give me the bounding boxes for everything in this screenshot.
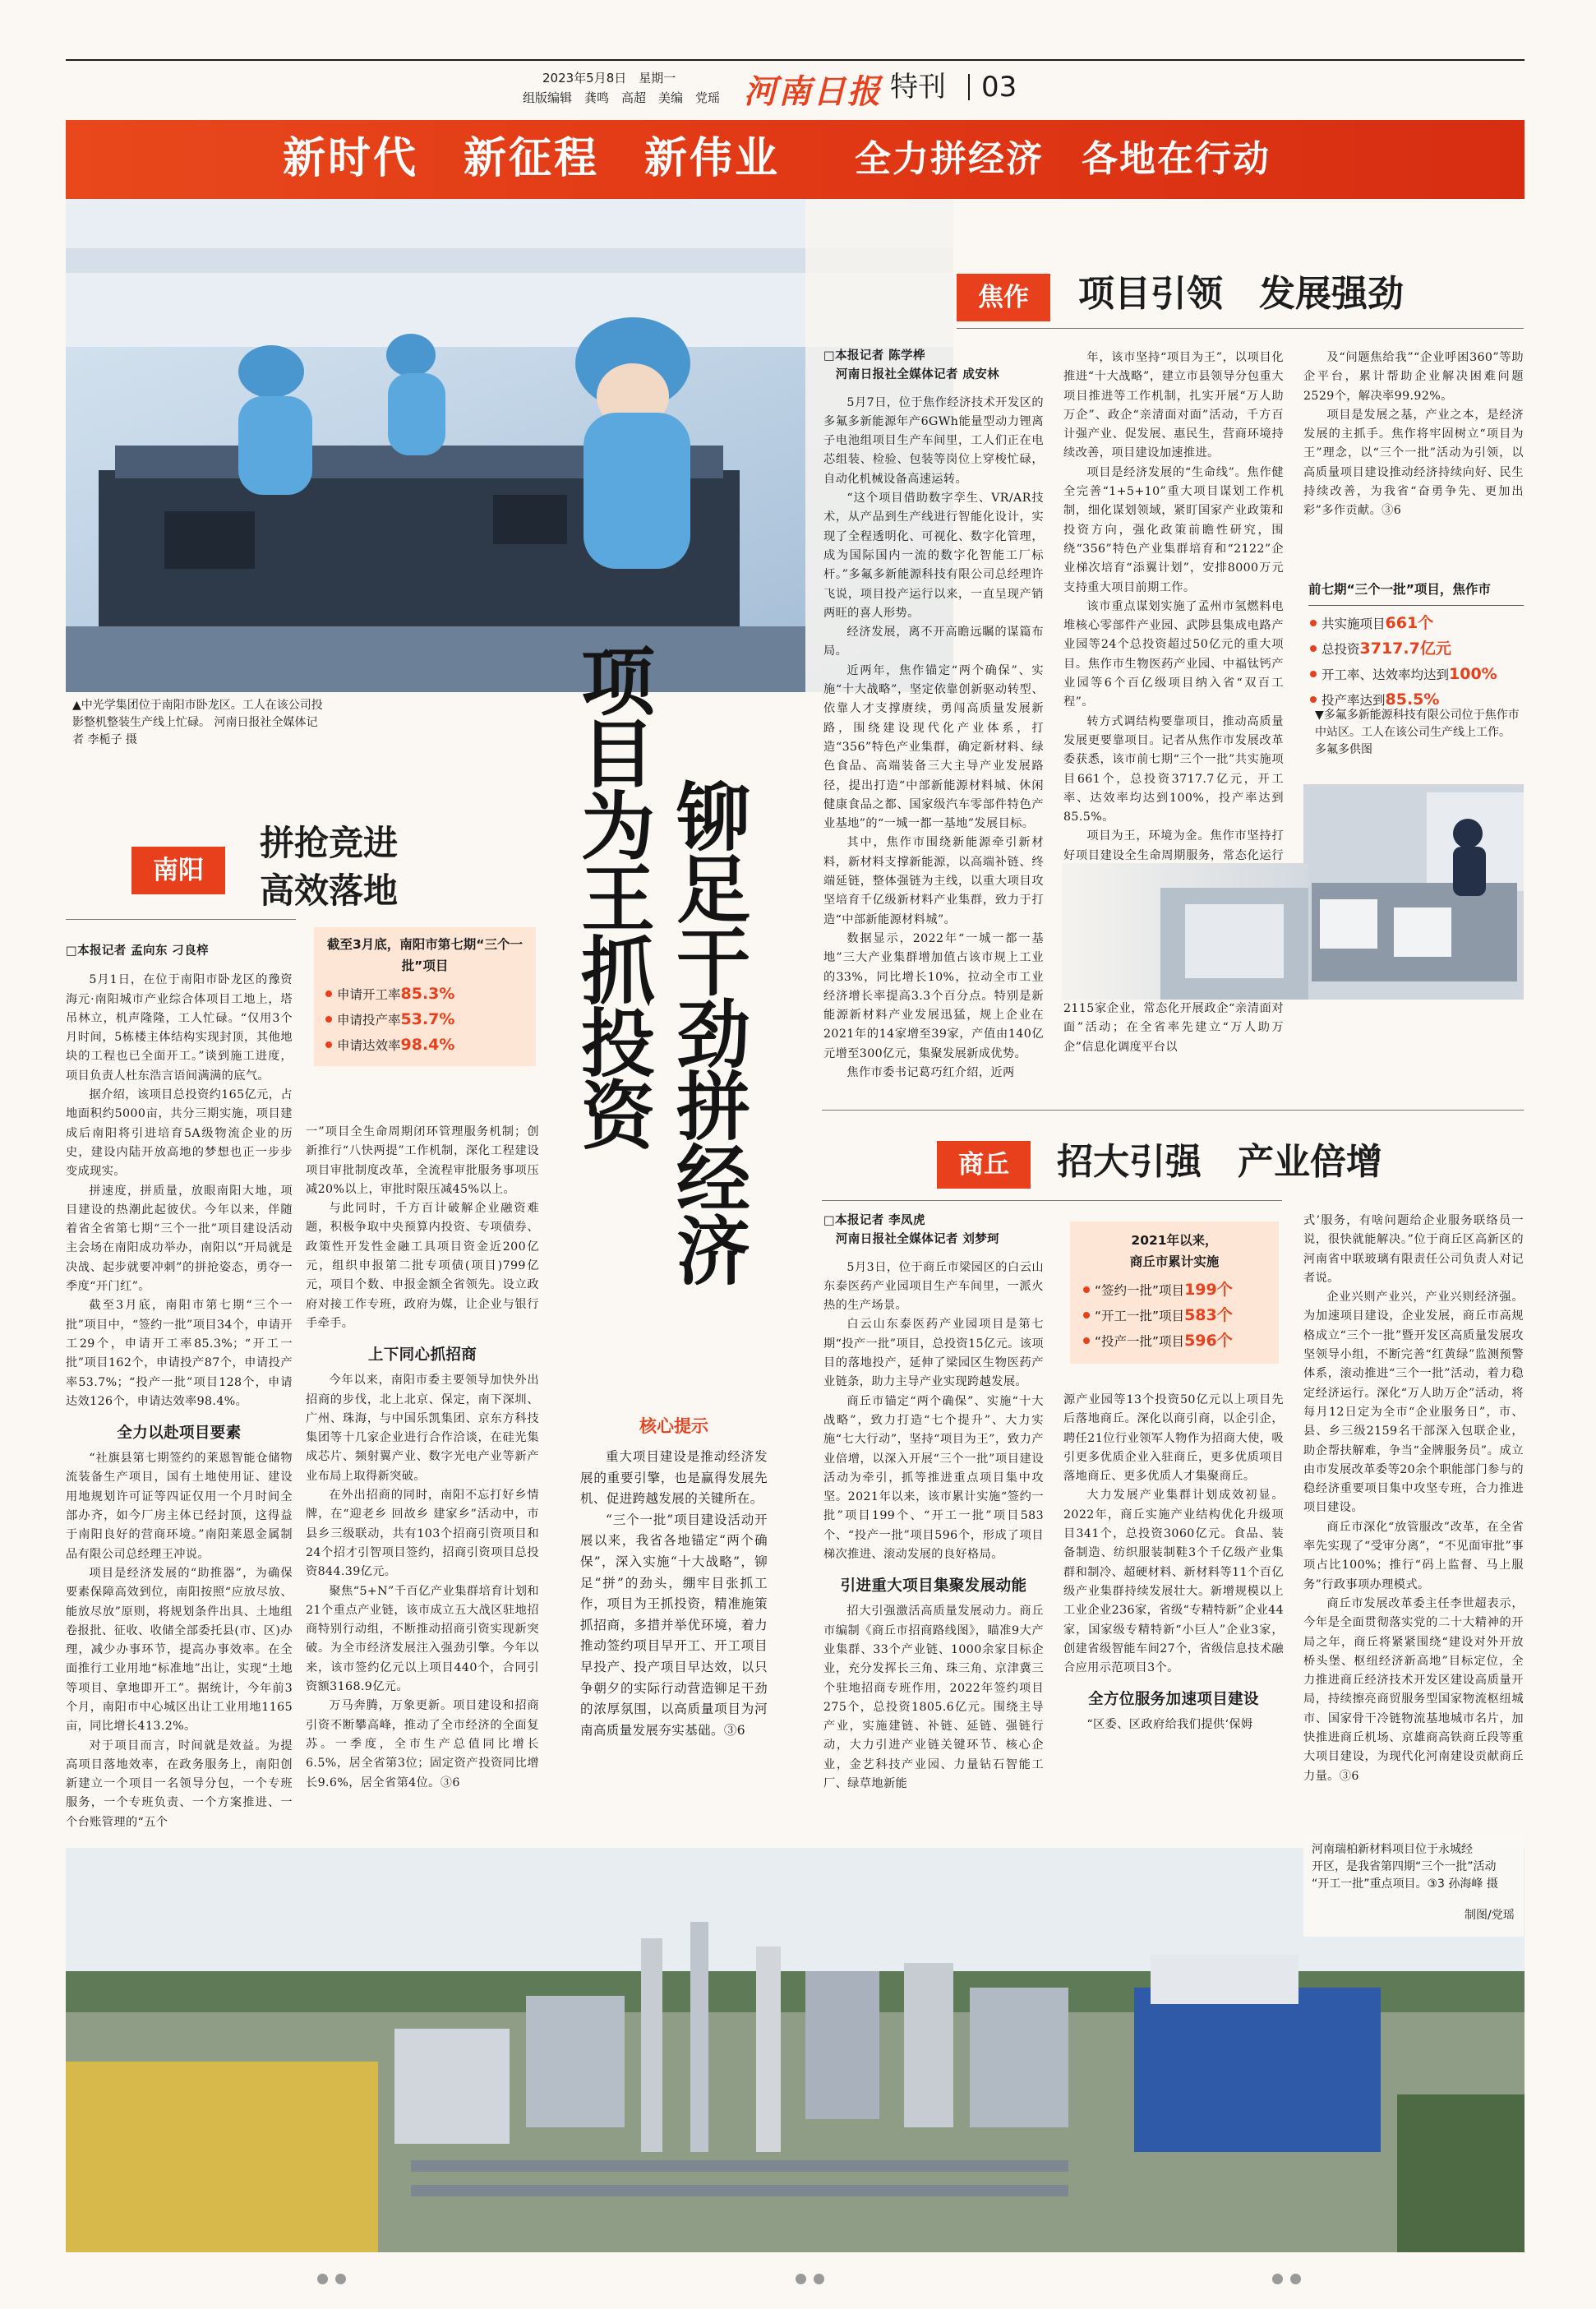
paragraph: 项目为王，环境为金。焦作市坚持打好项目建设全生命周期服务，常态化运行 [1063,829,1284,862]
vertical-headline-col1: 项目为王抓投资 [568,643,654,1149]
paragraph: 2115家企业，常态化开展政企“亲清面对面”活动；在全省率先建立“万人助万企”信息化调度平台以 [1063,1002,1284,1054]
paragraph: 大力发展产业集群计划成效初显。2022年，商丘实施产业结构优化升级项目341个，总投资3060亿元。食品、装备制造、纺织服装制鞋3个千亿级产业集群和制冷、超硬材料、新材料等11个百亿级产业集群持续发展壮大。新增规模以上工业企业236家，省级“专精特新”企业44家，国家级专精特新“小巨人”企业3家，创建省级智能车间27个，省级信息技术融合应用示范项目3个。 [1063,1489,1284,1675]
section-divider [968,74,970,100]
jiaozuo-column-1 [823,347,1044,1083]
nanyang-stats-head: 截至3月底，南阳市第七期“三个一批”项目 [327,937,523,973]
paragraph: 重大项目建设是推动经济发展的重要引擎，也是赢得发展先机、促进跨越发展的关键所在。 [580,1449,768,1507]
paragraph: “三个一批”项目建设活动开展以来，我省各地锚定“两个确保”，深入实施“十大战略”，铆足“拼”的劲头，绷牢目张抓工作，项目为王抓投资，精准施策抓招商，多措并举优环境，着力推动签约项目早开工、开工项目早投产、投产项目早达效，以只争朝夕的实际行动营造铆足干劲的浓厚氛围，以高质量项目为河南高质量发展夯实基础。③6 [580,1512,768,1738]
paragraph: 对于项目而言，时间就是效益。为提高项目落地效率，在政务服务上，南阳创新建立一个项目一名领导分包，一个专班服务，一个专班负责、一个方案推进、一个台账管理的“五个 [66,1739,293,1829]
shangqiu-photo-caption-1: 河南瑞柏新材料项目位于永城经 [1312,1843,1473,1856]
jiaozuo-factory-photo [1303,784,1524,1000]
paragraph: 据介绍，该项目总投资约165亿元，占地面积约5000亩，共分三期实施，项目建成后南阳将引进培育5A级物流企业的历史，建设内陆开放高地的梦想也正一步步变成现实。 [66,1088,293,1179]
shangqiu-column-1 [823,1212,1044,1794]
paragraph: 在外出招商的同时，南阳不忘打好乡情牌，在“迎老乡 回故乡 建家乡”活动中，市县乡三级联动，共有103个招商引资项目和24个招才引智项目签约，招商引资项目总投资844.39亿元。 [306,1489,539,1579]
paragraph: 商丘市深化“放管服改”改革，在全省率先实现了“受审分离”，“不见面审批”事项占比100%；推行“码上监督、马上服务”行政事项办理模式。 [1303,1520,1524,1591]
vertical-headline-col2: 铆足干劲拼经济 [663,778,750,1285]
paragraph: 5月3日，位于商丘市梁园区的白云山东泰医药产业园项目生产车间里，一派火热的生产场景。 [823,1260,1044,1313]
paragraph: 5月7日，位于焦作经济技术开发区的多氟多新能源年产6GWh能量型动力锂离子电池组项目生产车间里，工人们正在电芯组装、检验、包装等岗位上穿梭忙碌，自动化机械设备高速运转。 [823,395,1044,486]
machinery-illustration [1062,863,1308,1000]
shangqiu-column-2 [1063,1391,1284,1735]
paragraph: 及“问题焦给我”“企业呼困360”等助企平台，累计帮助企业解决困难问题2529个，解决率99.92%。 [1303,351,1524,403]
nanyang-title-line1: 拼抢竞进 [260,823,399,863]
jiaozuo-stats-head: 前七期“三个一批”项目，焦作市 [1308,579,1524,606]
core-summary-title: 核心提示 [639,1416,708,1436]
paragraph: “区委、区政府给我们提供‘保姆 [1086,1718,1253,1732]
masthead-date: 2023年5月8日 星期一 [542,71,676,85]
paragraph: 年，该市坚持“项目为王”，以项目化推进“十大战略”，建立市县领导分包重大项目推进等工作机制，扎实开展“万人助万企”、政企“亲清面对面”活动，千方百计强产业、促发展、惠民生，营商环境持续改善，项目建设加速推进。 [1063,351,1284,460]
jiaozuo-photo-caption: ▼多氟多新能源科技有限公司位于焦作市中站区。工人在该公司生产线上工作。 多氟多供图 [1315,709,1520,756]
shangqiu-stat-item: “签约一批”项目199个 [1082,1277,1267,1303]
banner [66,120,1525,199]
paragraph: 一”项目全生命周期闭环管理服务机制；创新推行“八快两提”工作机制，深化工程建设项目审批制度改革，全流程审批服务事项压减20%以上，审批时限压减45%以上。 [306,1125,539,1196]
masthead-rule [66,59,1525,61]
nanyang-title-rule [66,919,296,920]
paragraph: “这个项目借助数字孪生、VR/AR技术，从产品到生产线进行智能化设计，实现了全程透明化、可视化、数字化管理，成为国际国内一流的数字化智能工厂标杆。”多氟多新能源科技有限公司总经理许飞说，项目投产运行以来，一直呈现产销两旺的喜人形势。 [823,492,1044,620]
paragraph: 企业兴则产业兴，产业兴则经济强。为加速项目建设，企业发展，商丘市高规格成立“三个一批”暨开发区高质量发展攻坚领导小组，不断完善“红黄绿”监测预警体系，滚动推进“三个一批”活动，着力稳定经济运行。深化“万人助万企”活动，将每月12日定为全市“企业服务日”，市、县、乡三级2159名干部深入包联企业，助企帮扶解难，争当“金牌服务员”。成立由市发展改革委等20余个职能部门参与的稳经济重要项目集中攻坚专班，合力推进项目建设。 [1303,1291,1524,1515]
nanyang-subhead-1: 全力以赴项目要素 [117,1425,242,1443]
shangqiu-region-badge: 商丘 [937,1141,1031,1189]
shangqiu-title: 招大引强 产业倍增 [1057,1141,1382,1183]
footer-dots-middle [796,2274,824,2284]
jiaozuo-photo-backdrop [1062,863,1308,1000]
nanyang-title-line2: 高效落地 [260,870,399,911]
shangqiu-photo-caption-2: 开区，是我省第四期“三个一批”活动 [1312,1860,1497,1873]
design-credit: 制图/党瑶 [1465,1909,1515,1922]
jiaozuo-title-rule [957,328,1524,329]
paragraph: “社旗县第七期签约的莱恩智能仓储物流装备生产项目，国有土地使用证、建设用地规划许可证等四证仅用一个月时间全部办齐，如今厂房主体已经封顶，这得益于南阳良好的营商环境。”南阳莱恩金属制品有限公司总经理王冲说。 [66,1452,293,1561]
paragraph: 拼速度，拼质量，放眼南阳大地，项目建设的热潮此起彼伏。今年以来，伴随着省全省第七期“三个一批”项目建设活动主会场在南阳成功举办，南阳以“开局就是决战、起步就要冲刺”的拼抢姿态，勇夺一季度“开门红”。 [66,1184,293,1294]
jiaozuo-byline-2: 河南日报社全媒体记者 成安林 [823,368,1000,382]
nanyang-column-2 [306,1123,539,1793]
jiaozuo-stat-item: 开工率、达效率均达到100% [1308,662,1524,687]
jiaozuo-stat-item: 总投资3717.7亿元 [1308,636,1524,662]
shangqiu-stats-head-1: 2021年以来， [1131,1233,1218,1248]
shangqiu-column-3 [1303,1212,1524,1786]
jiaozuo-byline-1: □本报记者 陈学桦 [823,349,925,363]
nanyang-column-1 [66,942,293,1832]
jiaozuo-region-badge: 焦作 [957,274,1050,321]
paragraph: 商丘市锚定“两个确保”、实施“十大战略”，致力打造“七个提升”、大力实施“七大行动”，坚持“项目为王”，致力产业倍增，以深入开展“三个一批”项目建设活动为牵引，抓等推进重点项目集中攻坚。2021年以来，该市累计实施“签约一批”项目199个、“开工一批”项目583个、“投产一批”项目596个，形成了项目梯次推进、滚动发展的良好格局。 [823,1394,1044,1562]
shangqiu-photo-caption-3: “开工一批”重点项目。③3 孙海峰 摄 [1312,1877,1498,1891]
factory-illustration [66,199,953,692]
shangqiu-top-rule [822,1110,1524,1111]
page-number: 03 [981,71,1017,104]
nanyang-subhead-2: 上下同心抓招商 [367,1346,477,1365]
paragraph: 项目是经济发展的“生命线”。焦作健全完善“1+5+10”重大项目谋划工作机制，细化谋划领域，紧盯国家产业政策和投资方向，强化政策前瞻性研究，围绕“356”特色产业集群培育和“2122”企业梯次培育“添翼计划”，安排8000万元支持重大项目前期工作。 [1063,465,1284,594]
paragraph: 今年以来，南阳市委主要领导加快外出招商的步伐，北上北京、保定，南下深圳、广州、珠海，与中国乐凯集团、京东方科技集团等十几家企业进行合作洽谈，在硅光集成芯片、频射翼产业、数字光电产业等新产业布局上取得新突破。 [306,1374,539,1483]
jiaozuo-title: 项目引领 发展强劲 [1078,273,1404,315]
shangqiu-subhead-1: 引进重大项目集聚发展动能 [840,1577,1027,1596]
shangqiu-stats-box [1070,1221,1279,1364]
banner-left-title: 新时代 新征程 新伟业 [283,134,781,183]
paragraph: 招大引强激活高质量发展动力。商丘市编制《商丘市招商路线图》，瞄准9大产业集群、33个产业链、1000余家目标企业，充分发挥长三角、珠三角、京津冀三个驻地招商专班作用，2022年签约项目275个，总投资1805.6亿元。围绕主导产业，实施建链、补链、延链、强链行动，大力引进产业链关键环节、核心企业，金艺科技产业园、力量钻石智能工厂、绿草地新能 [823,1605,1044,1791]
shangqiu-stats-head-2: 商丘市累计实施 [1129,1254,1220,1269]
paragraph: 经济发展，离不开高瞻远瞩的谋篇布局。 [823,626,1044,658]
paragraph: 式’服务，有啥问题给企业服务联络员一说，很快就能解决。”位于商丘区高新区的河南省中联玻璃有限责任公司负责人对记者说。 [1303,1214,1524,1285]
paragraph: 聚焦“5+N”千百亿产业集群培育计划和21个重点产业链，该市成立五大战区驻地招商特别行动组，不断推动招商引资实现新突破。为全市经济发展注入强劲引擎。今年以来，该市签约亿元以上项目440个，合同引资额3168.9亿元。 [306,1584,539,1694]
paragraph: 近两年，焦作锚定“两个确保”、实施“十大战略”，坚定依靠创新驱动转型、依靠人才支撑赓续，勇闯高质量发展新路，围绕建设现代化产业体系，打造“356”特色产业集群，确定新材料、绿色食品、高端装备三大主导产业发展路径，提出打造“中部新能源材料城、休闲健康食品之都、国家级汽车零部件特色产业基地”的“一城一都一基地”发展目标。 [823,663,1044,831]
footer-dots-left [317,2274,346,2284]
paragraph: 截至3月底，南阳市第七期“三个一批”项目中，“签约一批”项目34个，申请开工29个，申请开工率85.3%；“开工一批”项目162个，申请投产87个，申请投产率53.7%；“投产一批”项目128个，申请达效126个，申请达效率98.4%。 [66,1299,293,1408]
shangqiu-byline-2: 河南日报社全媒体记者 刘梦珂 [823,1233,1000,1247]
nanyang-stats-box [314,927,536,1066]
nanyang-stat-item: 申请投产率53.7% [324,1007,526,1032]
newspaper-logo: 河南日报 [744,72,882,111]
jiaozuo-column-3 [1303,349,1524,521]
masthead-editors: 组版编辑 龚鸣 高超 美编 党瑶 [523,90,721,105]
shangqiu-subhead-2: 全方位服务加速项目建设 [1088,1691,1259,1709]
banner-right-title: 全力拼经济 各地在行动 [855,138,1271,180]
shangqiu-stat-item: “开工一批”项目583个 [1082,1303,1267,1328]
paragraph: 项目是经济发展的“助推器”，为确保要素保障高效到位，南阳按照“应放尽放、能放尽放”原则，将规划条件出具、土地组卷报批、征收、收储全部委托县(市、区)办理，减少办事环节，提高办事效率。在全面推行工业用地“标准地”出让，实现“土地等项目、拿地即开工”。据统计，今年前3个月，南阳市中心城区出让工业用地1165亩，同比增长413.2%。 [66,1566,293,1734]
nanyang-factory-photo [66,199,953,692]
paragraph: 商丘市发展改革委主任李世超表示，今年是全面贯彻落实党的二十大精神的开局之年，商丘将紧紧围绕“建设对外开放桥头堡、枢纽经济新高地”目标定位，全力推进商丘经济技术开发区建设高质量开局，持续擦亮商贸服务型国家物流枢纽城市、国家骨干冷链物流基地城市名片，加快推进商丘机场、京雄商高铁商丘段等重大项目建设，为现代化河南建设贡献商丘力量。③6 [1303,1596,1524,1783]
shangqiu-stat-item: “投产一批”项目596个 [1082,1328,1267,1354]
jiaozuo-stat-item: 投产率达到85.5% [1308,687,1524,713]
jiaozuo-stat-item: 共实施项目661个 [1308,611,1524,636]
paragraph: 与此同时，千方百计破解企业融资难题，积极争取中央预算内投资、专项债券、政策性开发性金融工具项目资金近200亿元，组织申报第二批专项债(项目)799亿元，项目个数、申报金额全省领先。设立政府对接工作专班，政府为媒，让企业与银行手牵手。 [306,1202,539,1330]
paragraph: 源产业园等13个投资50亿元以上项目先后落地商丘。深化以商引商，以企引企，聘任21位行业领军人物作为招商大使，吸引更多优质企业入驻商丘，更多优质项目落地商丘、更多优质人才集聚商丘。 [1063,1393,1284,1484]
nanyang-stat-item: 申请开工率85.3% [324,981,526,1007]
paragraph: 该市重点谋划实施了孟州市氢燃料电堆核心零部件产业园、武陟县集成电路产业园等24个总投资超过50亿元的重大项目。焦作市生物医药产业园、中福钛钙产业园等6个百亿级项目纳入省“双百工程”。 [1063,599,1284,709]
nanyang-stat-item: 申请达效率98.4% [324,1032,526,1058]
core-summary-box [580,1414,768,1741]
paragraph: 白云山东泰医药产业园项目是第七期“投产一批”项目，总投资15亿元。该项目的落地投产，延伸了梁园区生物医药产业链条，助力主导产业实现跨越发展。 [823,1318,1044,1389]
paragraph: 项目是发展之基，产业之本，是经济发展的主抓手。焦作将牢固树立“项目为王”理念，以“三个一批”活动为引领，以高质量项目建设推动经济持续向好、民生持续改善，为我省“奋勇争先、更加出彩”多作贡献。③6 [1303,408,1524,518]
nanyang-photo-caption: ▲中光学集团位于南阳市卧龙区。工人在该公司投影整机整装生产线上忙碌。 河南日报社全媒体记者 李栀子 摄 [72,699,323,746]
nanyang-region-badge: 南阳 [131,847,225,894]
paragraph: 万马奔腾，万象更新。项目建设和招商引资不断攀高峰，推动了全市经济的全面复苏。一季度，全市生产总值同比增长6.5%，居全省第3位；固定资产投资同比增长9.6%，居全省第4位。③6 [306,1699,539,1789]
paragraph: 5月1日，在位于南阳市卧龙区的豫资海元·南阳城市产业综合体项目工地上，塔吊林立，机声隆隆，工人忙碌。“仅用3个月时间，5栋楼主体结构实现封顶，其他地块的工程也已全面开工。”谈到施工进度，项目负责人杜东浩言语间满满的底气。 [66,973,293,1083]
production-line-illustration [1303,784,1524,1000]
paragraph: 其中，焦作市围绕新能源牵引新材料，新材料支撑新能源，以高端补链、终端延链，整体强链为主线，以重大项目攻坚培育千亿级新材料产业集群，致力于打造“中部新能源材料城”。 [823,836,1044,926]
footer-dots-right [1272,2274,1301,2284]
paragraph: 焦作市委书记葛巧红介绍，近两 [846,1065,1015,1079]
shangqiu-title-rule [822,1200,1282,1201]
shangqiu-byline-1: □本报记者 李凤虎 [823,1214,925,1227]
paragraph: 转方式调结构要靠项目，推动高质量发展更要靠项目。记者从焦作市发展改革委获悉，该市前七期“三个一批”共实施项目661个，总投资3717.7亿元，开工率、达效率均达到100%，投产率达到85.5%。 [1063,714,1284,824]
section-name: 特刊 [890,71,946,104]
jiaozuo-stats-box [1308,579,1524,713]
nanyang-byline: □本报记者 孟向东 刁良梓 [66,944,209,958]
paragraph: 数据显示，2022年“一城一都一基地”三大产业集群增加值占该市规上工业的33%，同比增长10%，拉动全市工业经济增长率提高3.3个百分点。特别是新能源新材料产业发展迅猛，规上企业在2021年的14家增至39家，产值由140亿元增至300亿元，集聚发展新成优势。 [823,931,1044,1060]
